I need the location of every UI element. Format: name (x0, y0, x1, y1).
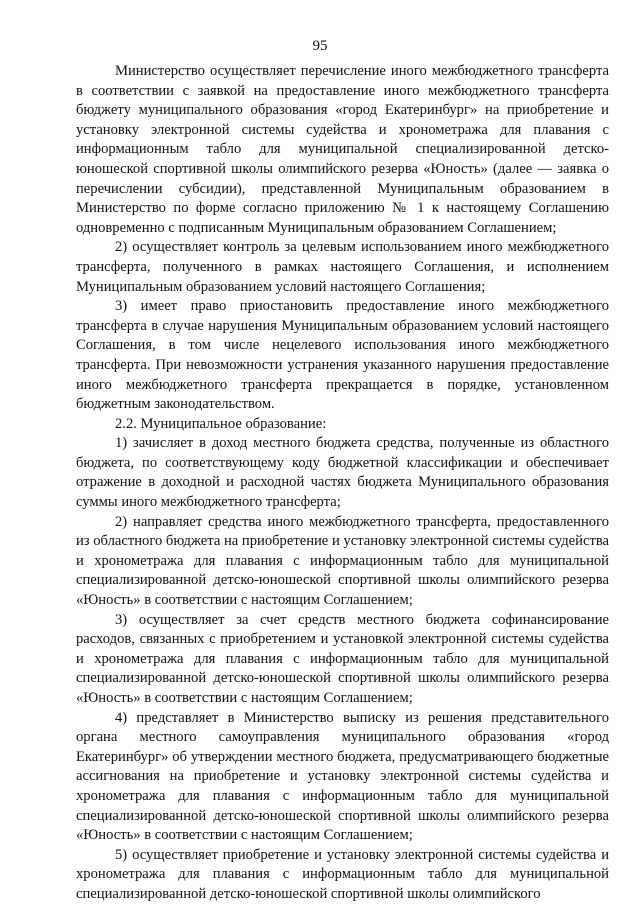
paragraph-transfer-procedure: Министерство осуществляет перечисление иного межбюджетного трансферта в соответствии с заявкой на предоставление иного межбюджетного трансферта бюджету муниципального образования «город Екатеринбург» на приобретение и установку электронной системы судейства и хронометража для плавания с информационным табло для муниципальной специализированной детско-юношеской спортивной школы олимпийского резерва «Юность» (далее — заявка о перечислении субсидии), представленной Муниципальным образованием в Министерство по форме согласно приложению № 1 к настоящему Соглашению одновременно с подписанным Муниципальным образованием Соглашением; (76, 63, 609, 236)
paragraph-municipality-direct-funds: 2) направляет средства иного межбюджетного трансферта, предоставленного из областного бюджета на приобретение и установку электронной системы судейства и хронометража для плавания с информационным табло для муниципальной специализированной детско-юношеской спортивной школы олимпийского резерва «Юность» в соответствии с настоящим Соглашением; (76, 513, 609, 609)
section-heading-municipality: 2.2. Муниципальное образование: (115, 415, 327, 432)
paragraph-municipality-cofinancing: 3) осуществляет за счет средств местного бюджета софинансирование расходов, связанных с приобретением и установкой электронной системы судейства и хронометража для плавания с информационным табло для муниципальной специализированной детско-юношеской спортивной школы олимпийского резерва «Юность» в соответствии с настоящим Соглашением; (76, 611, 609, 706)
page-number: 95 (312, 38, 328, 54)
document-body (76, 62, 609, 905)
paragraph-municipality-purchase: 5) осуществляет приобретение и установку электронной системы судейства и хронометража для плавания с информационным табло для муниципальной специализированной детско-юношеской спортивной школы олимпийского (76, 846, 609, 902)
paragraph-municipality-income: 1) зачисляет в доход местного бюджета средства, полученные из областного бюджета, по соответствующему коду бюджетной классификации и обеспечивает отражение в доходной и расходной частях бюджета Муниципального образования суммы иного межбюджетного трансферта; (76, 435, 609, 511)
paragraph-ministry-control: 2) осуществляет контроль за целевым использованием иного межбюджетного трансферта, полученного в рамках настоящего Соглашения, и исполнением Муниципальным образованием условий настоящего Соглашения; (76, 239, 609, 295)
paragraph-ministry-suspension-right: 3) имеет право приостановить предоставление иного межбюджетного трансферта в случае нарушения Муниципальным образованием условий настоящего Соглашения, в том числе нецелевого использования иного межбюджетного трансферта. При невозможности устранения указанного нарушения предоставление иного межбюджетного трансферта прекращается в порядке, установленном бюджетным законодательством. (76, 298, 609, 413)
paragraph-municipality-budget-extract: 4) представляет в Министерство выписку из решения представительного органа местного самоуправления муниципального образования «город Екатеринбург» об утверждении местного бюджета, предусматривающего бюджетные ассигнования на приобретение и установку электронной системы судейства и хронометража для плавания с информационным табло для муниципальной специализированной детско-юношеской спортивной школы олимпийского резерва «Юность» в соответствии с настоящим Соглашением; (76, 709, 609, 844)
